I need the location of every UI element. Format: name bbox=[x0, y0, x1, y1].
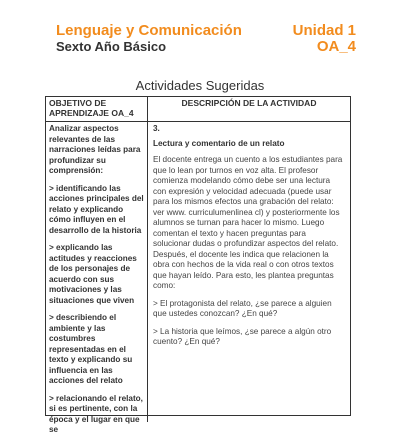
activity-question: > El protagonista del relato, ¿se parece a alguien que ustedes conozcan? ¿En qué? bbox=[153, 298, 332, 318]
subject-title: Lenguaje y Comunicación bbox=[56, 22, 242, 39]
grade-label: Sexto Año Básico bbox=[56, 39, 167, 54]
unit-label: Unidad 1 bbox=[292, 22, 356, 39]
activity-title: Lectura y comentario de un relato bbox=[153, 138, 285, 148]
activities-table bbox=[45, 96, 351, 434]
objective-point: > identificando las acciones principales del relato y explicando cómo influyen en el desarrollo de la historia bbox=[49, 183, 144, 235]
section-title: Actividades Sugeridas bbox=[135, 78, 265, 93]
table-body-row bbox=[46, 122, 350, 434]
objective-column-header: OBJETIVO DE APRENDIZAJE OA_4 bbox=[46, 97, 148, 121]
table-header-row bbox=[46, 97, 350, 122]
header-row-2 bbox=[56, 39, 356, 55]
header-row-1 bbox=[56, 22, 356, 39]
objective-intro: Analizar aspectos relevantes de las narraciones leídas para profundizar su comprensión: bbox=[49, 124, 141, 175]
objective-cell bbox=[46, 122, 148, 434]
objective-point: > describiendo el ambiente y las costumbres representadas en el texto y explicando su influencia en las acciones del relato bbox=[49, 313, 133, 385]
objective-point: > explicando las actitudes y reacciones de los personajes de acuerdo con sus motivaciones y las situaciones que viven bbox=[49, 243, 137, 305]
activity-number: 3. bbox=[153, 124, 160, 133]
activity-question: > La historia que leímos, ¿se parece a algún otro cuento? ¿En qué? bbox=[153, 326, 332, 346]
activity-paragraph: El docente entrega un cuento a los estudiantes para que lo lean por turnos en voz alta. El profesor comienza modelando cómo debe ser una lectura con expresión y velocidad adecuada (puede usar para los mismos efectos una grabación del relato: ver www. curriculumenlinea cl) y posteriormente los alumnos se turnan para hacer lo mismo. Luego comentan el texto y hacen preguntas para solucionar dudas o profundizar aspectos del relato. Después, el docente les indica que relacionen la obra con hechos de la vida real o con otros textos que hayan leído. Para esto, les plantea preguntas como: bbox=[153, 155, 343, 290]
activity-column-header: DESCRIPCIÓN DE LA ACTIVIDAD bbox=[181, 98, 317, 108]
objective-point: > relacionando el relato, si es pertinente, con la época y el lugar en que se bbox=[49, 393, 143, 434]
document-header bbox=[56, 22, 356, 55]
activity-cell bbox=[148, 122, 350, 422]
objective-code: OA_4 bbox=[316, 38, 356, 55]
